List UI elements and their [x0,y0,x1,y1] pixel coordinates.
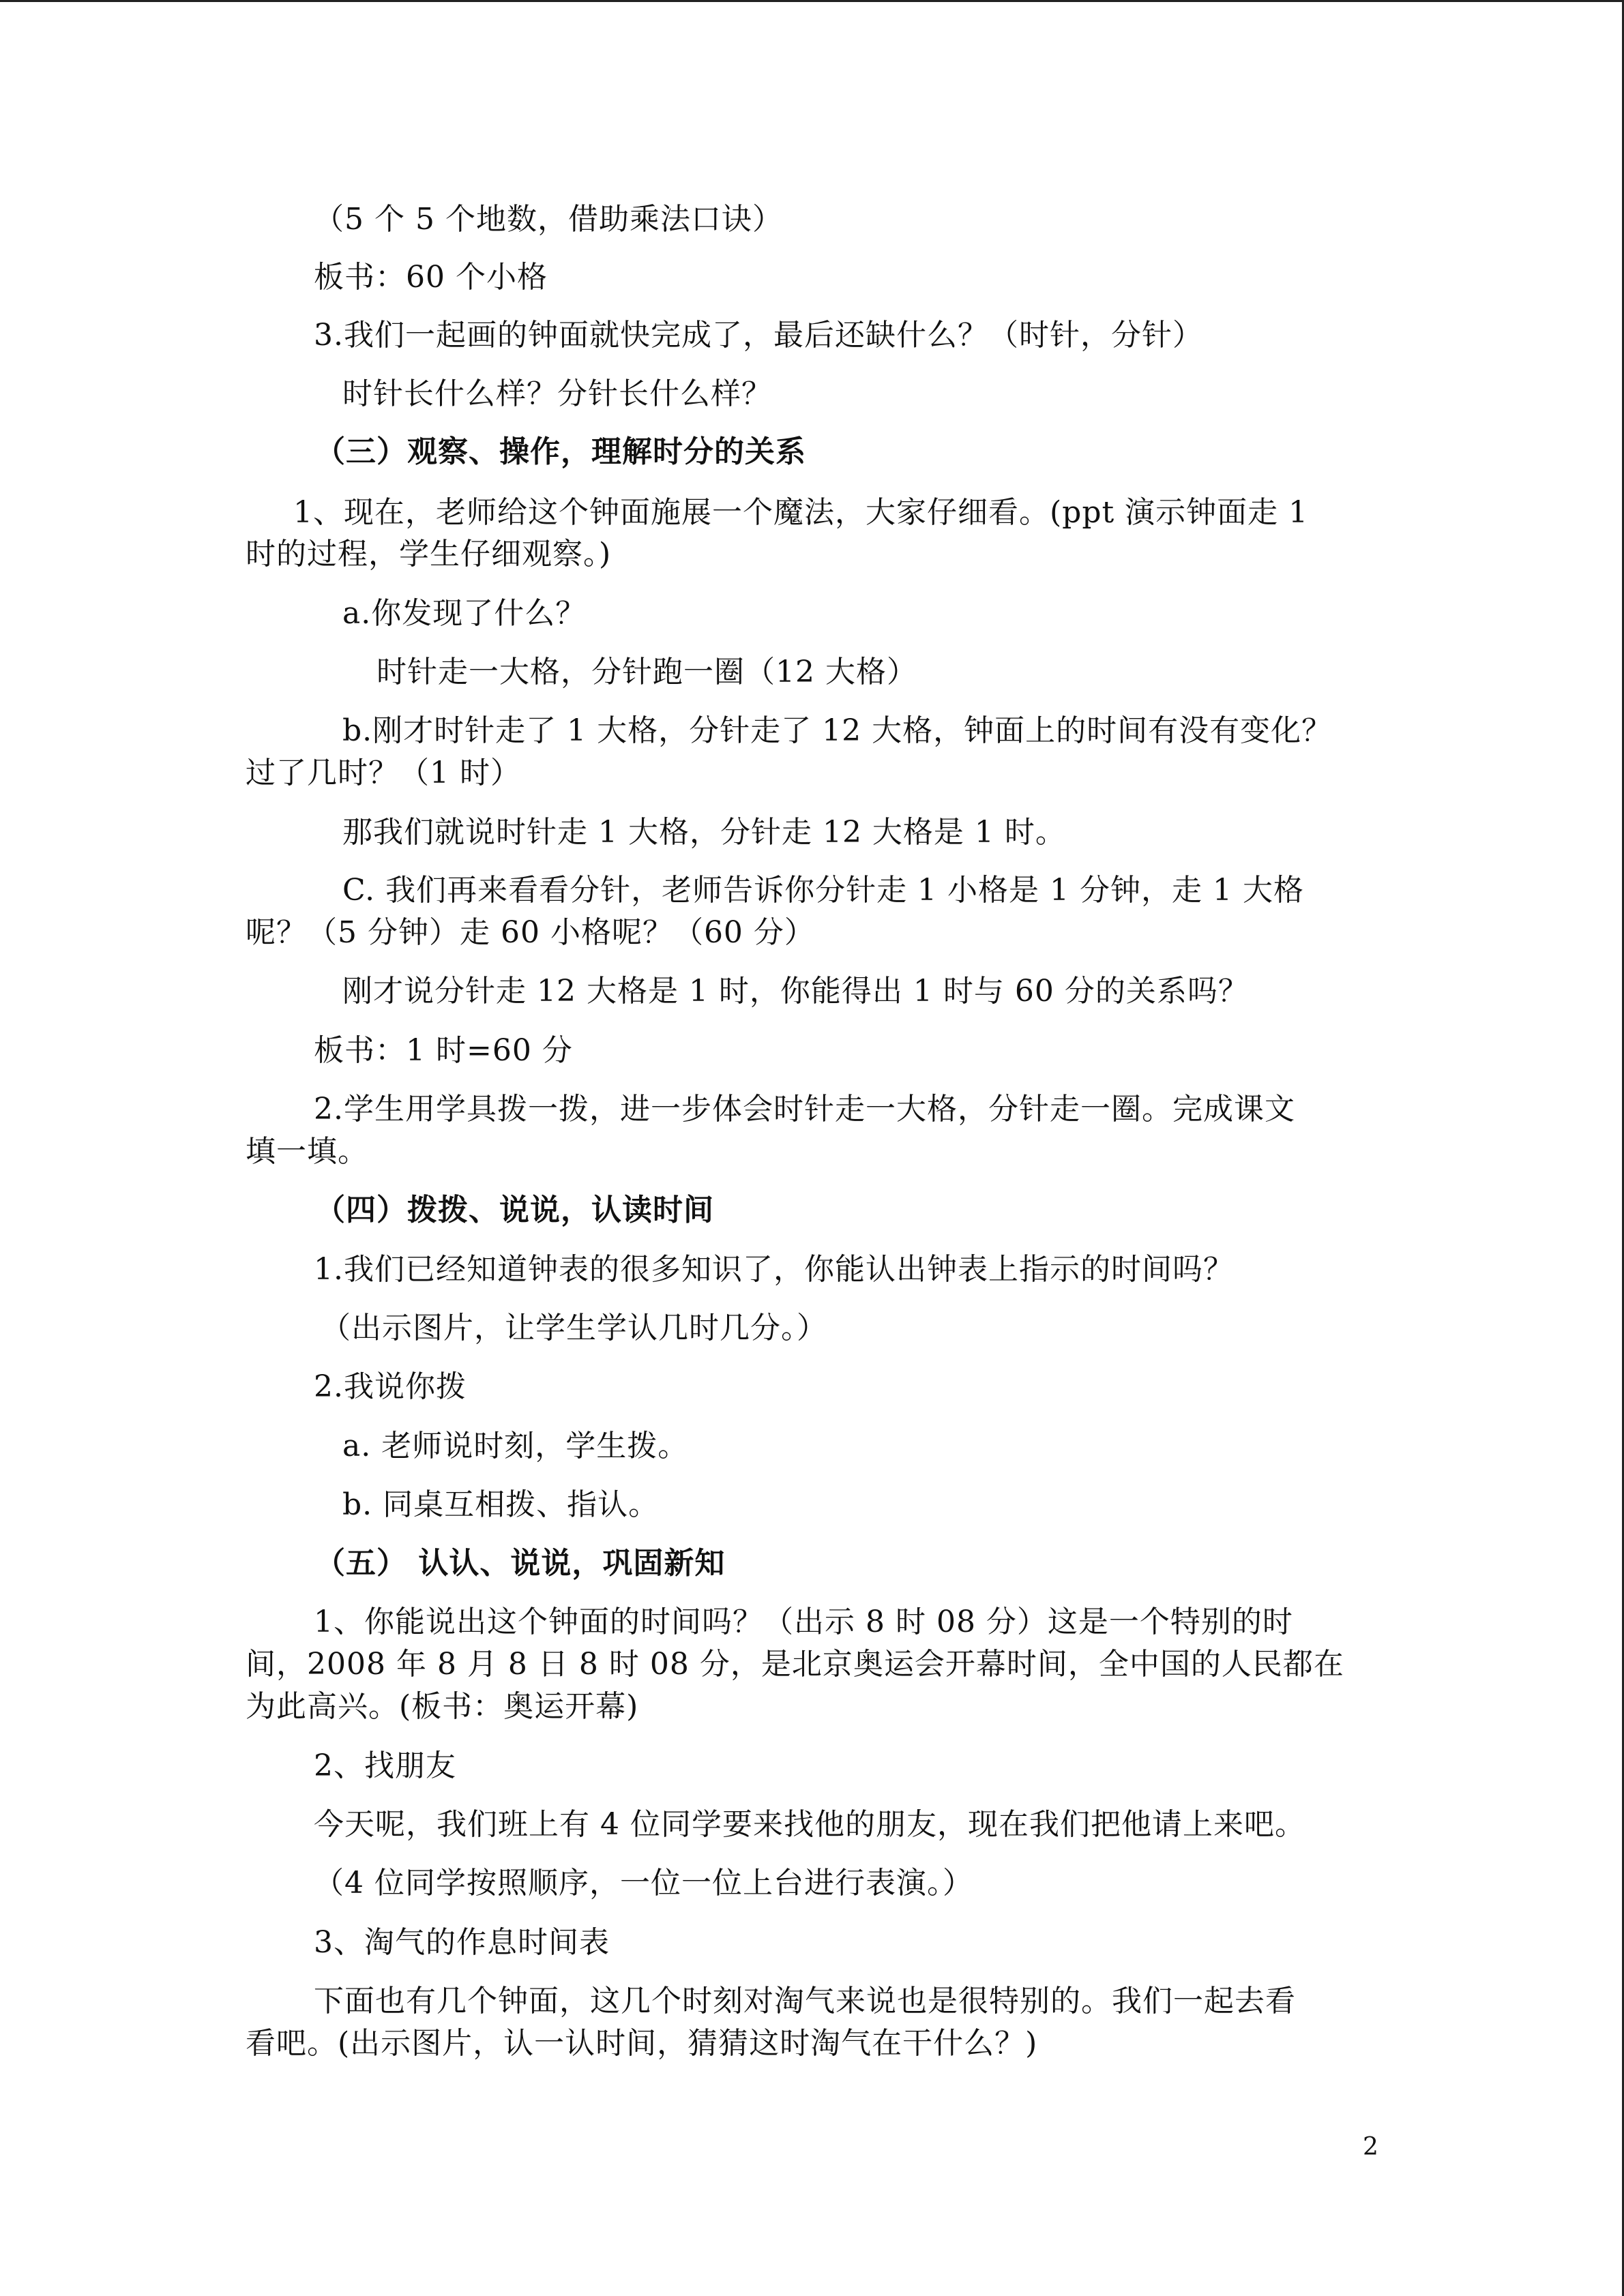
text-line: b. 同桌互相拨、指认。 [342,1487,660,1522]
section-heading: （五） 认认、说说，巩固新知 [315,1546,726,1581]
text-line: a. 老师说时刻，学生拨。 [342,1429,689,1463]
text-line: 1、你能说出这个钟面的时间吗？（出示 8 时 08 分）这是一个特别的时 [314,1605,1293,1639]
text-line: 时针长什么样？分针长什么样？ [342,376,772,411]
text-line: 今天呢，我们班上有 4 位同学要来找他的朋友，现在我们把他请上来吧。 [314,1807,1305,1842]
text-line: 间，2008 年 8 月 8 日 8 时 08 分，是北京奥运会开幕时间，全中国的人民都在 [246,1647,1344,1682]
text-line: 填一填。 [246,1134,368,1169]
text-line: 1.我们已经知道钟表的很多知识了，你能认出钟表上指示的时间吗？ [314,1252,1234,1287]
text-line: 1、现在，老师给这个钟面施展一个魔法，大家仔细看。(ppt 演示钟面走 1 [293,495,1309,530]
text-line: 3.我们一起画的钟面就快完成了，最后还缺什么？（时针，分针） [314,318,1203,353]
text-line: 时针走一大格，分针跑一圈（12 大格） [377,655,917,689]
section-heading: （三）观察、操作，理解时分的关系 [315,434,806,469]
text-line: 3、淘气的作息时间表 [314,1925,610,1960]
text-line: 2.学生用学具拨一拨，进一步体会时针走一大格，分针走一圈。完成课文 [314,1092,1295,1127]
text-line: 2、找朋友 [314,1748,456,1783]
text-line: 板书：1 时=60 分 [314,1033,573,1068]
text-line: b.刚才时针走了 1 大格，分针走了 12 大格，钟面上的时间有没有变化？ [342,713,1333,748]
section-heading: （四）拨拨、说说，认读时间 [315,1193,714,1227]
text-line: 过了几时？（1 时） [246,756,521,790]
text-line: 板书：60 个小格 [314,260,548,295]
text-line: 为此高兴。(板书：奥运开幕) [246,1689,639,1724]
page-number: 2 [1363,2133,1378,2161]
text-line: 时的过程，学生仔细观察。) [246,537,612,571]
text-line: 刚才说分针走 12 大格是 1 时，你能得出 1 时与 60 分的关系吗？ [342,974,1249,1009]
text-line: （出示图片，让学生学认几时几分。） [321,1311,827,1345]
text-line: 那我们就说时针走 1 大格，分针走 12 大格是 1 时。 [342,815,1066,850]
text-line: 呢？（5 分钟）走 60 小格呢？（60 分） [246,915,815,950]
text-line: （4 位同学按照顺序，一位一位上台进行表演。） [314,1866,973,1900]
text-line: （5 个 5 个地数，借助乘法口诀） [314,202,783,237]
text-line: C. 我们再来看看分针，老师告诉你分针走 1 小格是 1 分钟，走 1 大格 [342,873,1304,908]
text-line: a.你发现了什么？ [342,596,587,631]
page-border-top [0,0,1624,2]
text-line: 看吧。(出示图片，认一认时间，猜猜这时淘气在干什么？) [246,2026,1038,2061]
text-line: 下面也有几个钟面，这几个时刻对淘气来说也是很特别的。我们一起去看 [314,1984,1296,2018]
text-line: 2.我说你拨 [314,1369,467,1404]
